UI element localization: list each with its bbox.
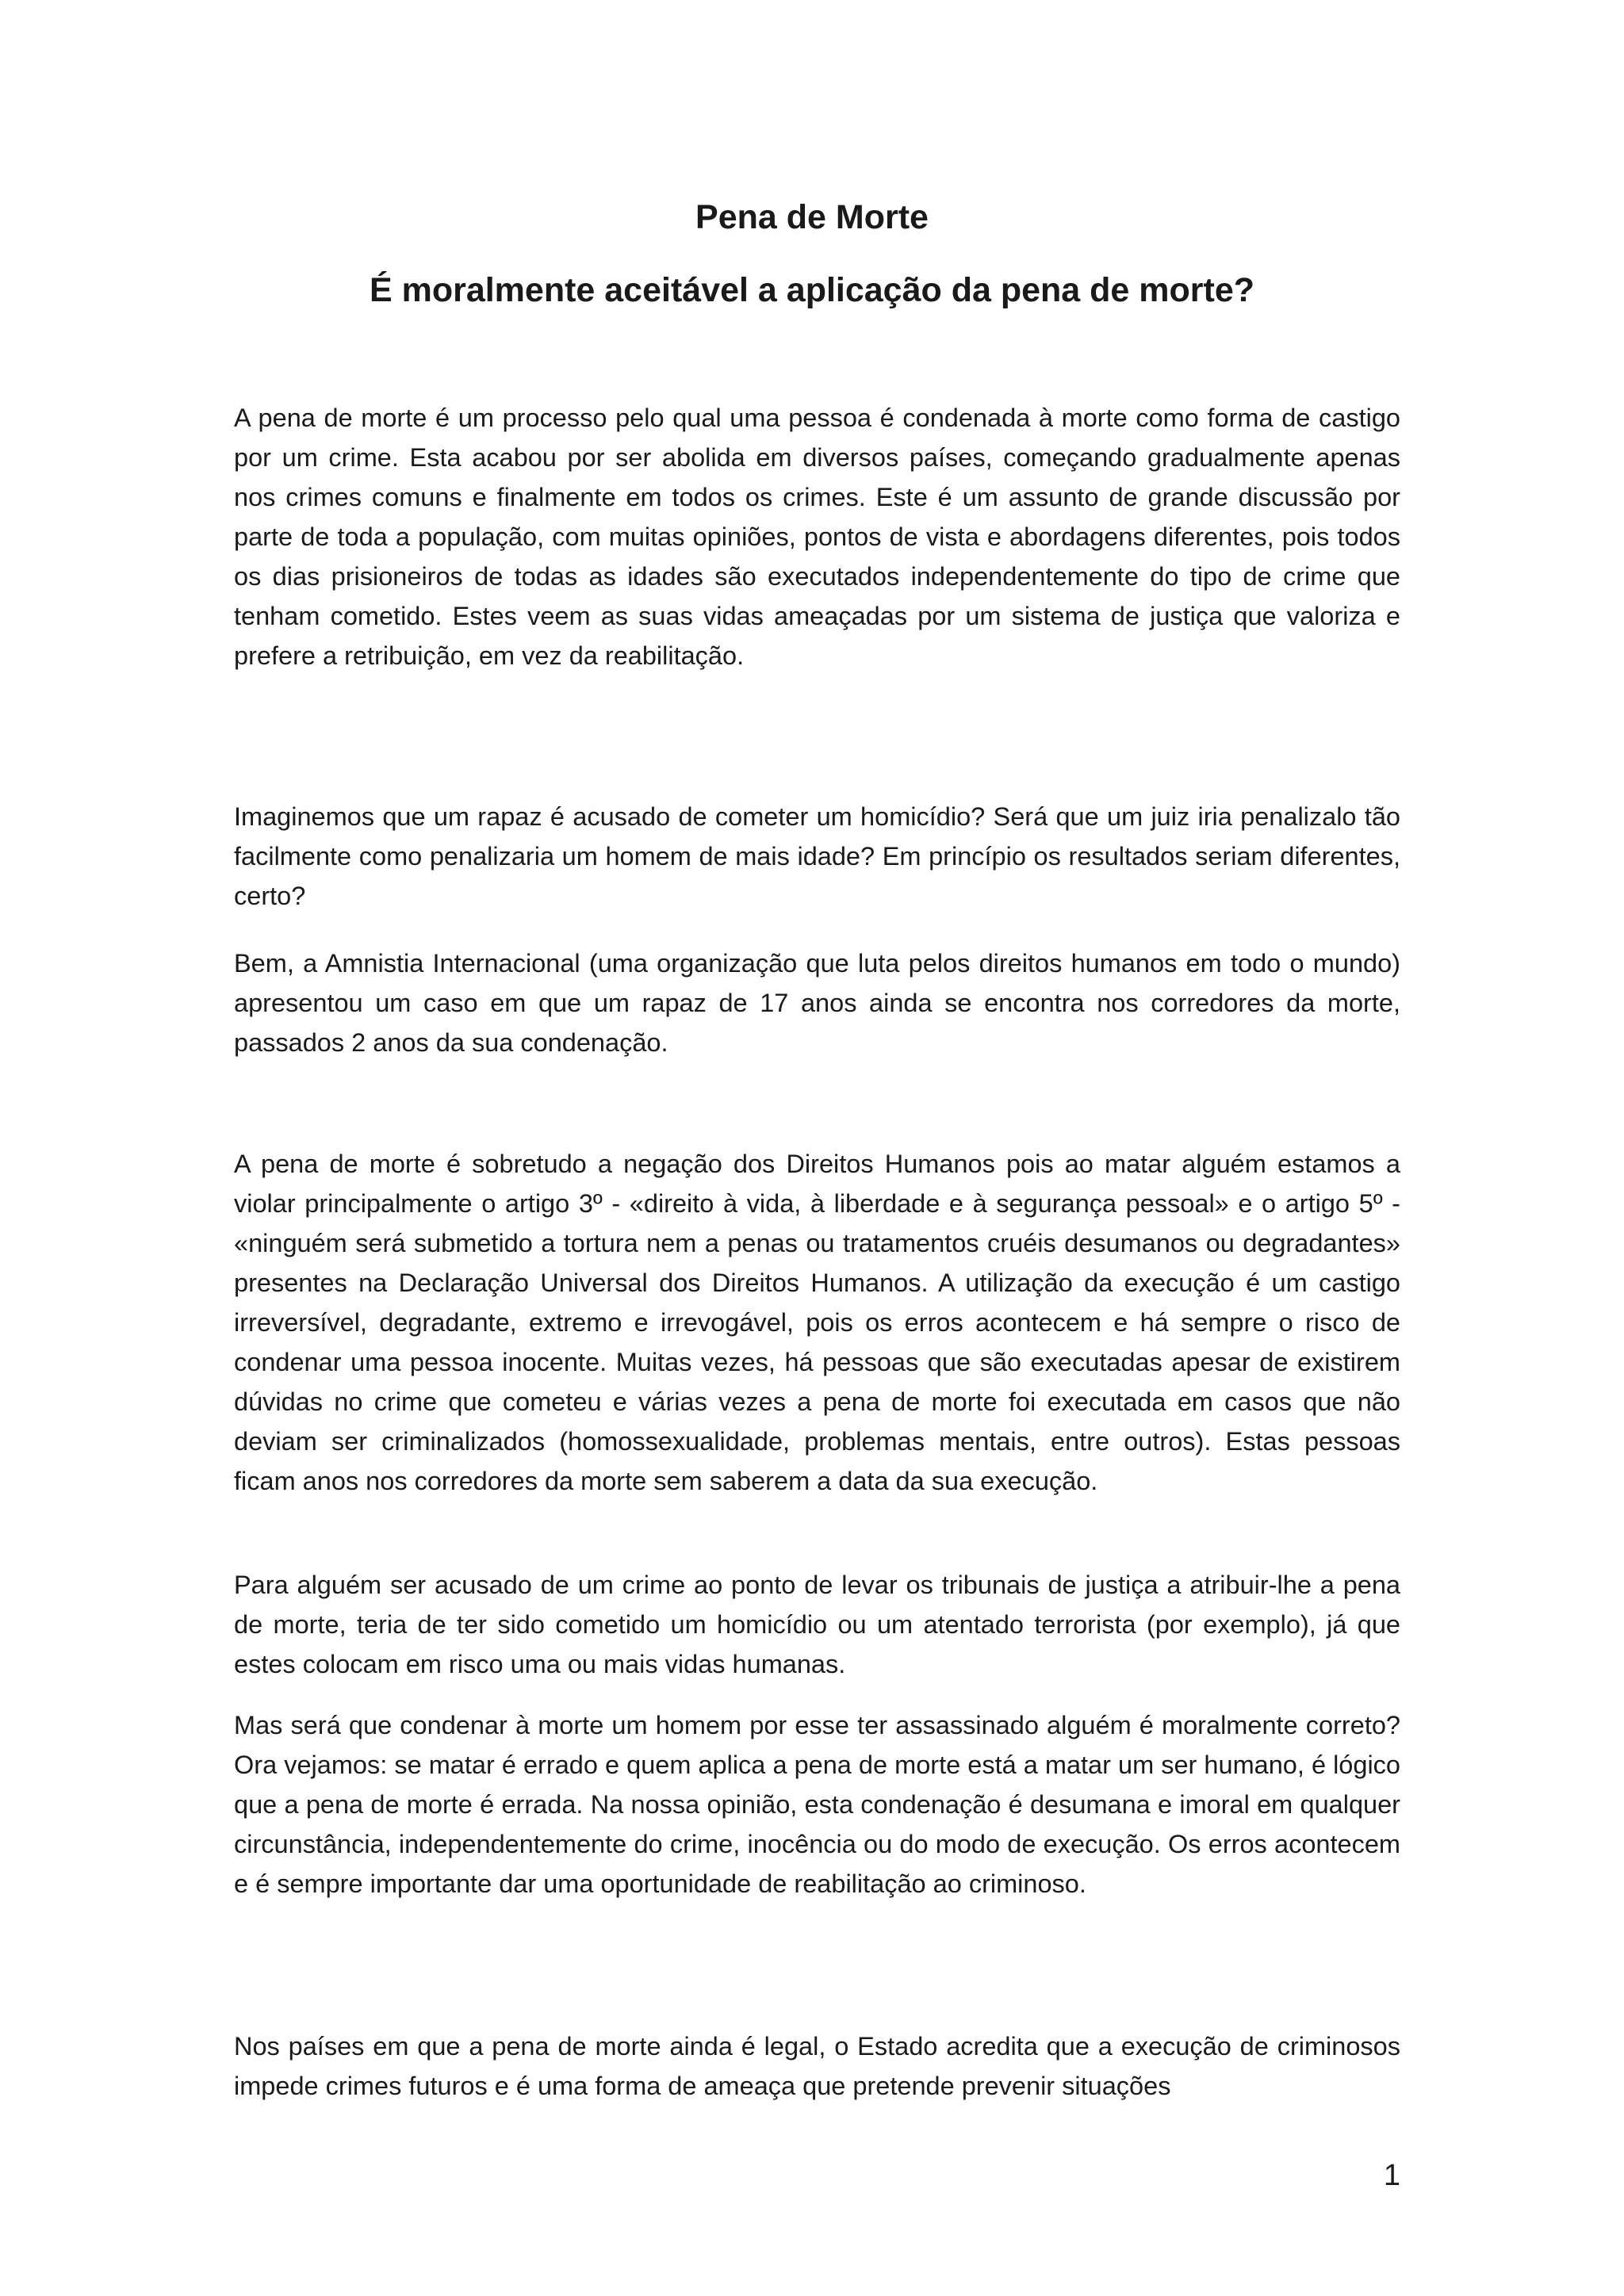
paragraph-hypothetical: Imaginemos que um rapaz é acusado de cometer um homicídio? Será que um juiz iria penalizalo tão facilmente como penalizaria um homem de mais idade? Em princípio os resultados seriam diferentes, certo?: [234, 802, 1400, 910]
page-number: 1: [1383, 2159, 1400, 2192]
paragraph-human-rights: A pena de morte é sobretudo a negação dos Direitos Humanos pois ao matar alguém estamos a violar principalmente o artigo 3º - «direito à vida, à liberdade e à segurança pessoal» e o artigo 5º - «ninguém será submetido a tortura nem a penas ou tratamentos cruéis desumanos ou degradantes» presentes na Declaração Universal dos Direitos Humanos. A utilização da execução é um castigo irreversível, degradante, extremo e irrevogável, pois os erros acontecem e há sempre o risco de condenar uma pessoa inocente. Muitas vezes, há pessoas que são executadas apesar de existirem dúvidas no crime que cometeu e várias vezes a pena de morte foi executada em casos que não deviam ser criminalizados (homossexualidade, problemas mentais, entre outros). Estas pessoas ficam anos nos corredores da morte sem saberem a data da sua execução.: [234, 1150, 1400, 1495]
paragraph-amnesty-case: Bem, a Amnistia Internacional (uma organização que luta pelos direitos humanos em todo o mundo) apresentou um caso em que um rapaz de 17 anos ainda se encontra nos corredores da morte, passados 2 anos da sua condenação.: [234, 949, 1400, 1057]
page-title: Pena de Morte: [695, 198, 929, 236]
paragraph-moral-question: Mas será que condenar à morte um homem por esse ter assassinado alguém é moralmente correto? Ora vejamos: se matar é errado e quem aplica a pena de morte está a matar um ser humano, é lógico que a pena de morte é errada. Na nossa opinião, esta condenação é desumana e imoral em qualquer circunstância, independentemente do crime, inocência ou do modo de execução. Os erros acontecem e é sempre importante dar uma oportunidade de reabilitação ao criminoso.: [234, 1711, 1400, 1898]
paragraph-countries: Nos países em que a pena de morte ainda é legal, o Estado acredita que a execução de criminosos impede crimes futuros e é uma forma de ameaça que pretende prevenir situações: [234, 2032, 1400, 2100]
paragraph-accusation: Para alguém ser acusado de um crime ao ponto de levar os tribunais de justiça a atribuir-lhe a pena de morte, teria de ter sido cometido um homicídio ou um atentado terrorista (por exemplo), já que estes colocam em risco uma ou mais vidas humanas.: [234, 1571, 1400, 1678]
paragraph-introduction: A pena de morte é um processo pelo qual uma pessoa é condenada à morte como forma de castigo por um crime. Esta acabou por ser abolida em diversos países, começando gradualmente apenas nos crimes comuns e finalmente em todos os crimes. Este é um assunto de grande discussão por parte de toda a população, com muitas opiniões, pontos de vista e abordagens diferentes, pois todos os dias prisioneiros de todas as idades são executados independentemente do tipo de crime que tenham cometido. Estes veem as suas vidas ameaçadas por um sistema de justiça que valoriza e prefere a retribuição, em vez da reabilitação.: [234, 404, 1400, 670]
page-subtitle: É moralmente aceitável a aplicação da pena de morte?: [369, 271, 1255, 309]
